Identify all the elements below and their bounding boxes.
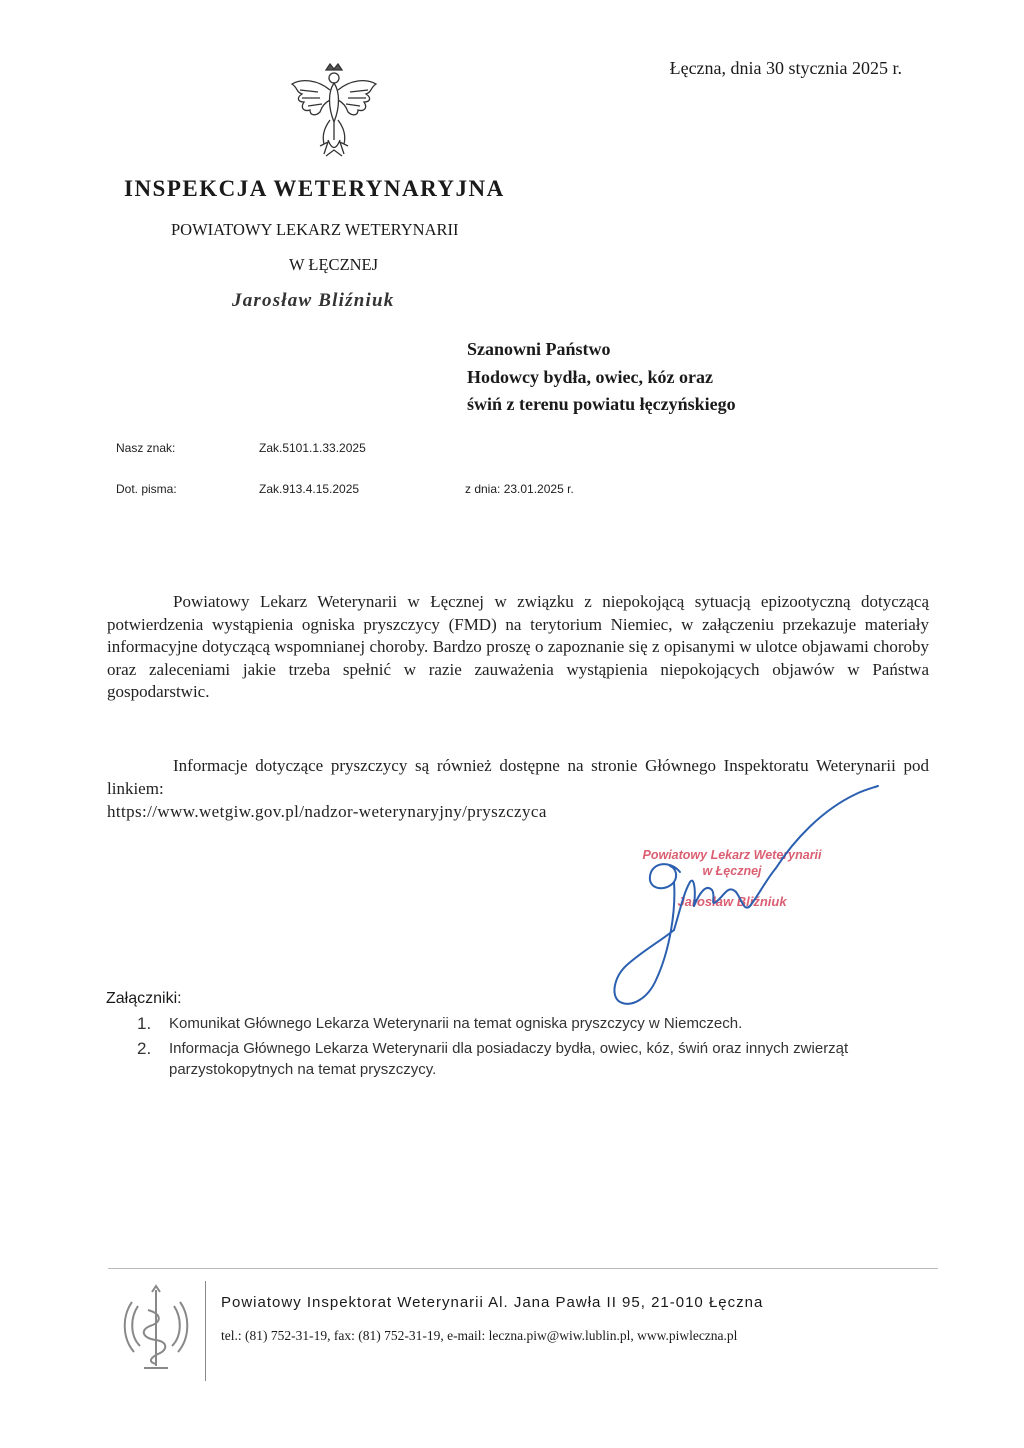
- office-subtitle: POWIATOWY LEKARZ WETERYNARII: [171, 220, 459, 239]
- institution-title: INSPEKCJA WETERYNARYJNA: [124, 176, 505, 201]
- letter-ref-date: z dnia: 23.01.2025 r.: [465, 482, 574, 496]
- attachments-label: Załączniki:: [106, 990, 182, 1007]
- office-location: W ŁĘCZNEJ: [289, 255, 379, 274]
- veterinary-caduceus-logo-icon: [118, 1282, 194, 1372]
- recipient-greeting: Szanowni Państwo: [467, 339, 611, 359]
- body-paragraph-2: Informacje dotyczące pryszczycy są również dostępne na stronie Głównego Inspektoratu Weterynarii pod linkiem:: [107, 756, 929, 798]
- our-ref-label: Nasz znak:: [116, 441, 176, 455]
- letter-date: Łęczna, dnia 30 stycznia 2025 r.: [669, 58, 902, 78]
- officer-name: Jarosław Bliźniuk: [232, 290, 395, 311]
- stamp-line-3: Jarosław Bliźniuk: [677, 894, 787, 909]
- attachments-list: [137, 1013, 937, 1084]
- recipient-line-3: świń z terenu powiatu łęczyńskiego: [467, 394, 736, 414]
- attachment-text: Komunikat Głównego Lekarza Weterynarii na temat ogniska pryszczycy w Niemczech.: [169, 1015, 743, 1032]
- stamp-line-1: Powiatowy Lekarz Weterynarii: [642, 848, 822, 862]
- footer-address: Powiatowy Inspektorat Weterynarii Al. Jana Pawła II 95, 21-010 Łęczna: [221, 1294, 764, 1311]
- attachment-item: [137, 1013, 937, 1034]
- info-link[interactable]: https://www.wetgiw.gov.pl/nadzor-weterynaryjny/pryszczyca: [107, 802, 547, 821]
- attachment-number: 1.: [137, 1014, 152, 1033]
- recipient-line-2: Hodowcy bydła, owiec, kóz oraz: [467, 366, 713, 387]
- polish-eagle-emblem-icon: [288, 62, 380, 162]
- attachment-item: [137, 1038, 937, 1080]
- footer-vertical-divider: [205, 1281, 206, 1381]
- recipient-block: [467, 336, 736, 419]
- footer-divider: [108, 1268, 938, 1269]
- letter-ref-value: Zak.913.4.15.2025: [259, 482, 360, 496]
- our-ref-value: Zak.5101.1.33.2025: [259, 441, 366, 455]
- handwritten-signature: [590, 780, 890, 1020]
- attachment-text: Informacja Głównego Lekarza Weterynarii dla posiadaczy bydła, owiec, kóz, świń oraz innych zwierząt parzystokopytnych na temat pryszczycy.: [169, 1040, 849, 1078]
- footer-contact: tel.: (81) 752-31-19, fax: (81) 752-31-19, e-mail: leczna.piw@wiw.lublin.pl, www.piwleczna.pl: [221, 1328, 738, 1343]
- attachment-number: 2.: [137, 1039, 152, 1058]
- stamp-line-2: w Łęcznej: [702, 864, 762, 878]
- body-paragraph-1: Powiatowy Lekarz Weterynarii w Łęcznej w związku z niepokojącą sytuacją epizootyczną dotyczącą potwierdzenia wystąpienia ogniska pryszczycy (FMD) na terytorium Niemiec, w załączeniu przekazuje materiały informacyjne dotyczącą wspomnianej choroby. Bardzo proszę o zapoznanie się z opisanymi w ulotce objawami choroby oraz zaleceniami jakie trzeba spełnić w razie zauważenia wystąpienia niepokojących objawów w Państwa gospodarstwic.: [107, 592, 929, 701]
- letter-ref-label: Dot. pisma:: [116, 482, 177, 496]
